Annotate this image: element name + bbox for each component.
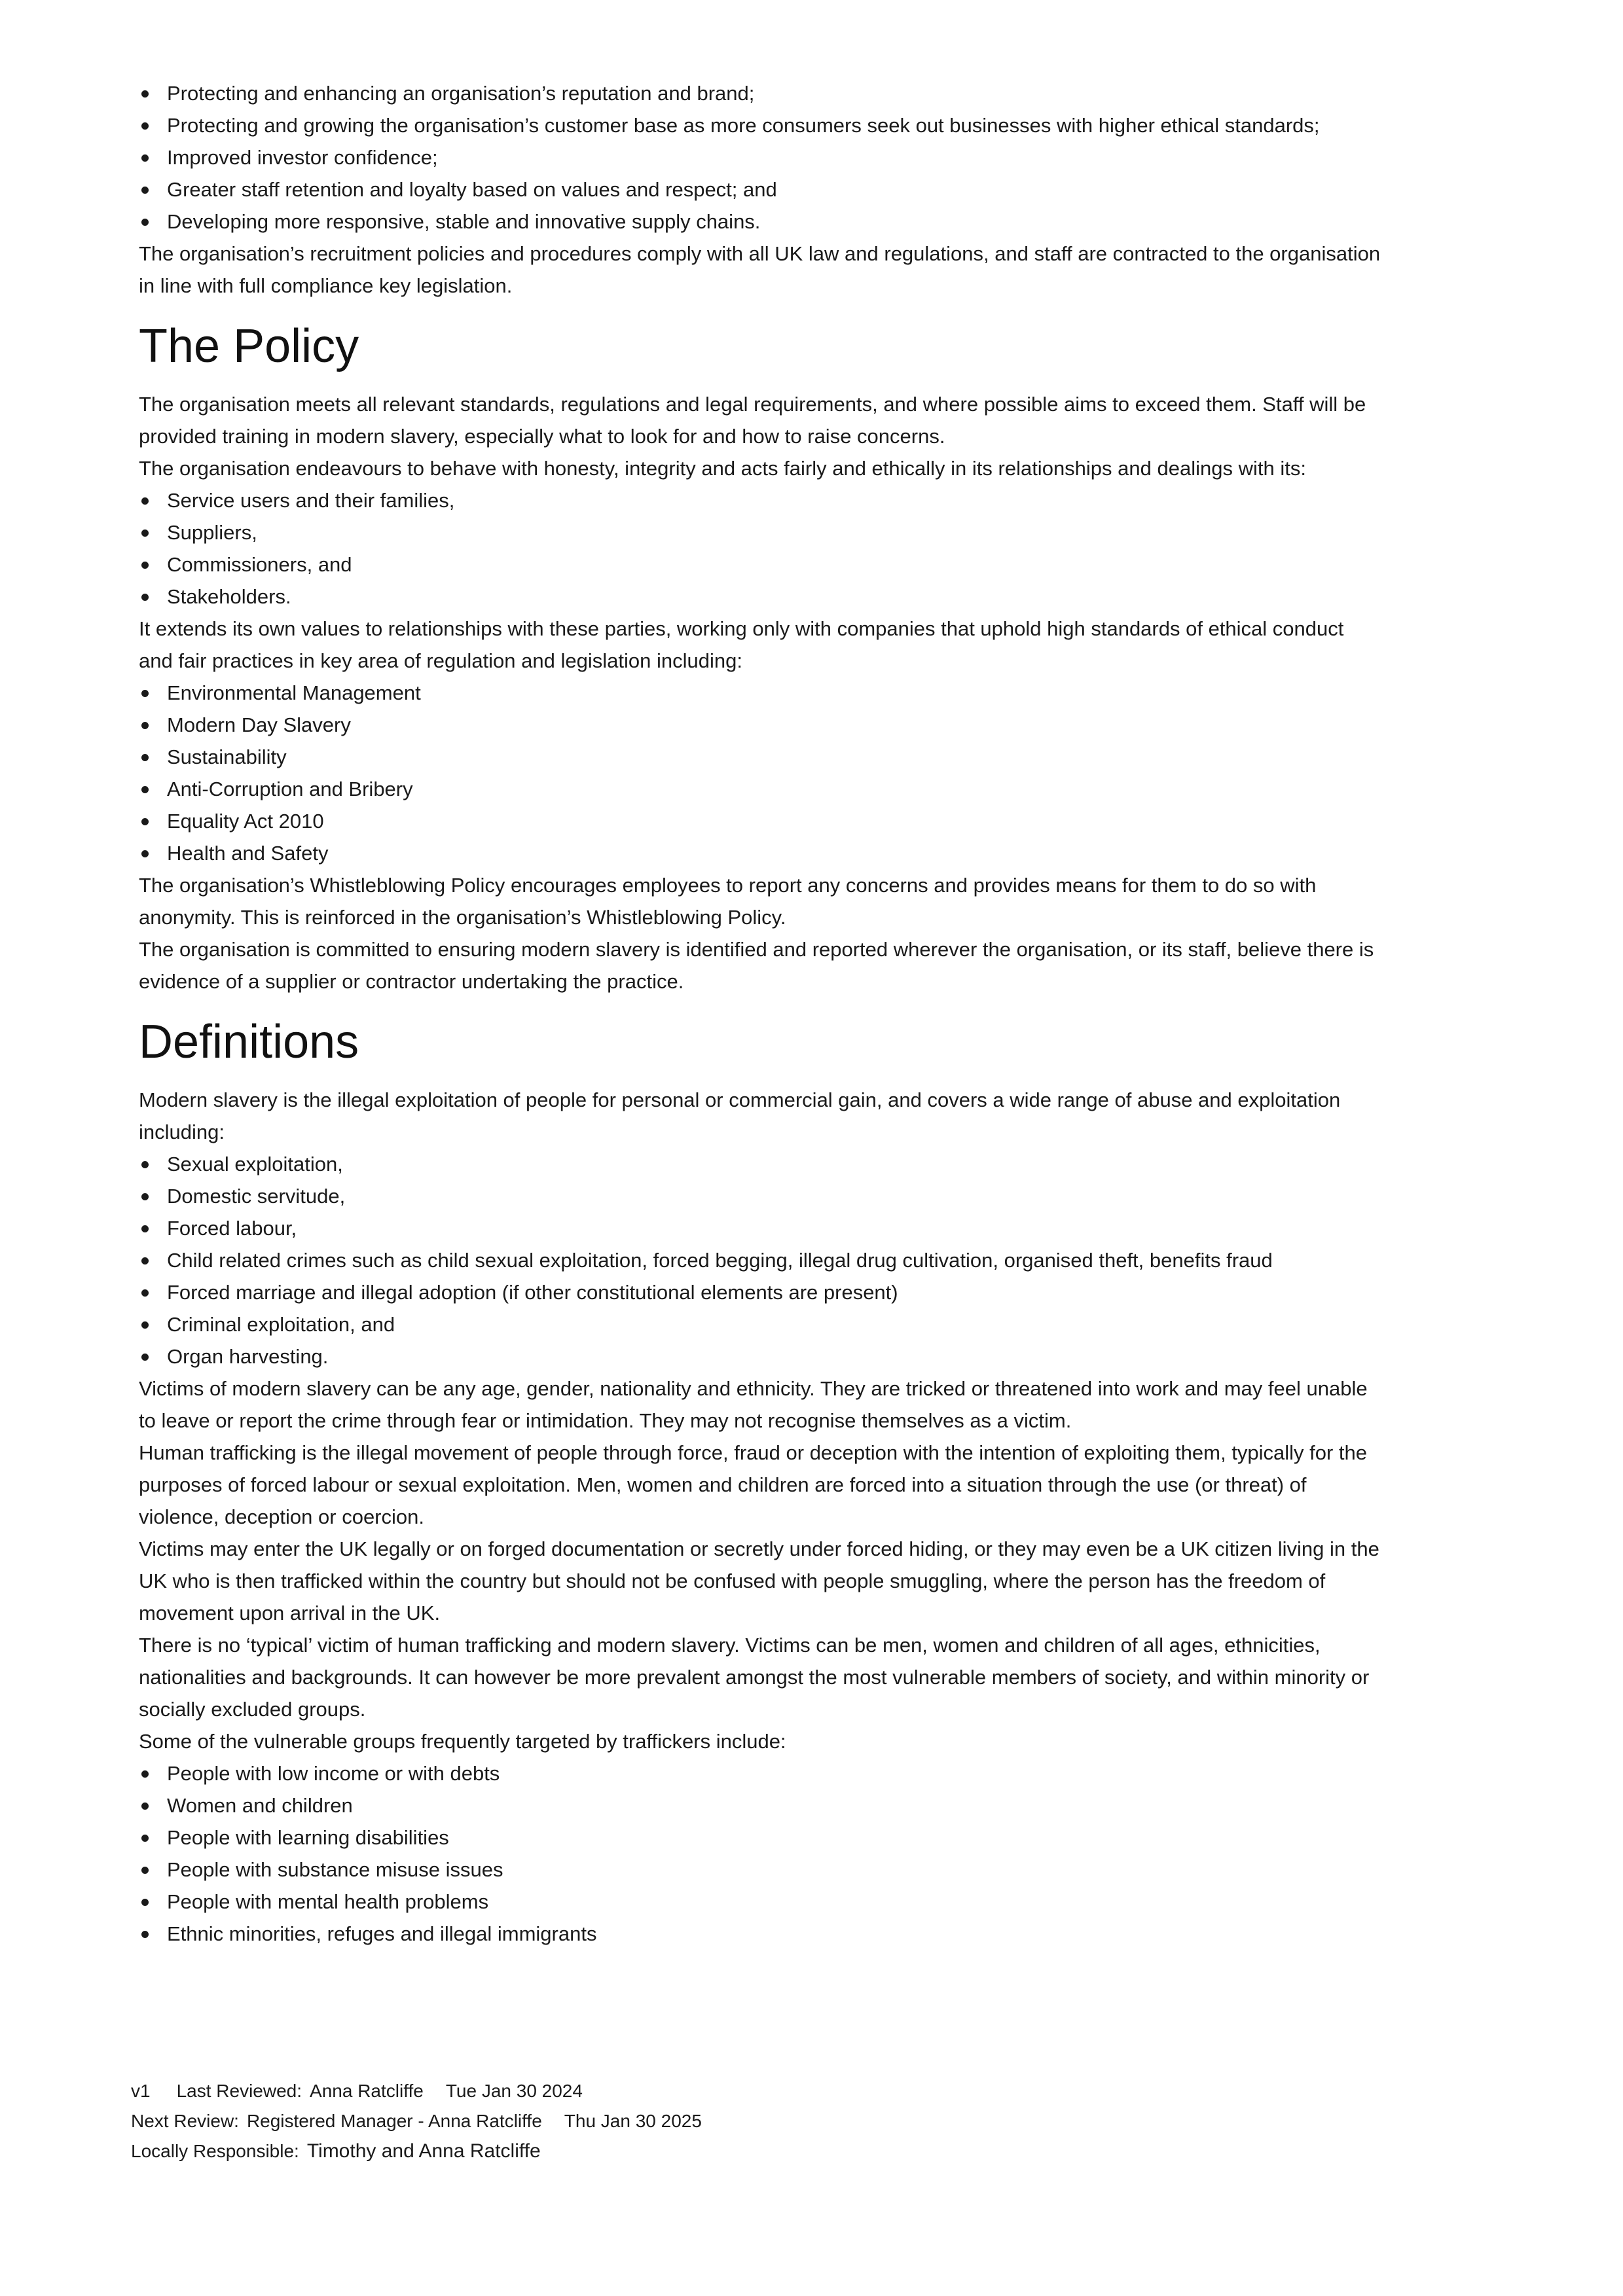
list-item: Suppliers, (139, 516, 1383, 548)
responsible-by: Timothy and Anna Ratcliffe (306, 2140, 541, 2162)
list-item: Service users and their families, (139, 484, 1383, 516)
footer-last-reviewed-row (131, 2076, 702, 2106)
policy-paragraph: The organisation’s Whistleblowing Policy encourages employees to report any concerns and provides means for them to do so with anonymity. This is reinforced in the organisation’s Whistleblowing Policy. (139, 874, 1317, 929)
definitions-paragraph: Modern slavery is the illegal exploitation of people for personal or commercial gain, and covers a wide range of abuse and exploitation including: (139, 1088, 1341, 1143)
list-item: People with substance misuse issues (139, 1854, 1383, 1886)
list-item: Equality Act 2010 (139, 805, 1383, 837)
list-item: Environmental Management (139, 677, 1383, 709)
list-item: Sustainability (139, 741, 1383, 773)
list-item: Domestic servitude, (139, 1180, 1383, 1212)
definitions-paragraph: Some of the vulnerable groups frequently targeted by traffickers include: (139, 1730, 786, 1753)
list-item: Criminal exploitation, and (139, 1308, 1383, 1340)
list-item: Forced labour, (139, 1212, 1383, 1244)
definitions-heading: Definitions (139, 1016, 359, 1068)
benefits-list (139, 77, 1383, 238)
responsible-label: Locally Responsible: (131, 2141, 299, 2161)
policy-paragraph: It extends its own values to relationships with these parties, working only with companies that uphold high standards of ethical conduct and fair practices in key area of regulation and legislation including: (139, 617, 1344, 672)
definitions-paragraph: There is no ‘typical’ victim of human trafficking and modern slavery. Victims can be men, women and children of all ages, ethnicities, nationalities and backgrounds. It can however be more prevalent amongst the most vulnerable members of society, and within minority or socially excluded groups. (139, 1634, 1370, 1721)
next-review-label: Next Review: (131, 2111, 239, 2131)
list-item: Stakeholders. (139, 581, 1383, 613)
next-review-date: Thu Jan 30 2025 (564, 2111, 702, 2131)
vulnerable-groups-list (139, 1757, 1383, 1950)
policy-heading: The Policy (139, 320, 359, 372)
list-item: Women and children (139, 1789, 1383, 1821)
policy-paragraph: The organisation meets all relevant standards, regulations and legal requirements, and where possible aims to exceed them. Staff will be provided training in modern slavery, especially what to look for and how to raise concerns. (139, 393, 1366, 448)
last-reviewed-by: Anna Ratcliffe (310, 2081, 424, 2101)
list-item: Greater staff retention and loyalty based on values and respect; and (139, 173, 1383, 206)
last-reviewed-label: Last Reviewed: (176, 2081, 302, 2101)
list-item: People with low income or with debts (139, 1757, 1383, 1789)
list-item: Developing more responsive, stable and innovative supply chains. (139, 206, 1383, 238)
policy-paragraph: The organisation is committed to ensuring modern slavery is identified and reported wherever the organisation, or its staff, believe there is evidence of a supplier or contractor undertaking the practice. (139, 938, 1374, 993)
list-item: Protecting and growing the organisation’s customer base as more consumers seek out businesses with higher ethical standards; (139, 109, 1383, 141)
version-label: v1 (131, 2081, 151, 2101)
list-item: Health and Safety (139, 837, 1383, 869)
list-item: Forced marriage and illegal adoption (if other constitutional elements are present) (139, 1276, 1383, 1308)
policy-paragraph: The organisation endeavours to behave with honesty, integrity and acts fairly and ethically in its relationships and dealings with its: (139, 457, 1306, 480)
recruitment-paragraph: The organisation’s recruitment policies and procedures comply with all UK law and regulations, and staff are contracted to the organisation in line with full compliance key legislation. (139, 242, 1381, 297)
document-footer (131, 2076, 702, 2166)
list-item: Modern Day Slavery (139, 709, 1383, 741)
definitions-paragraph: Victims of modern slavery can be any age, gender, nationality and ethnicity. They are tricked or threatened into work and may feel unable to leave or report the crime through fear or intimidation. They may not recognise themselves as a victim. (139, 1377, 1368, 1432)
footer-responsible-row (131, 2136, 702, 2166)
next-review-by: Registered Manager - Anna Ratcliffe (246, 2111, 542, 2131)
list-item: Organ harvesting. (139, 1340, 1383, 1372)
list-item: Anti-Corruption and Bribery (139, 773, 1383, 805)
list-item: Protecting and enhancing an organisation’s reputation and brand; (139, 77, 1383, 109)
list-item: Child related crimes such as child sexual exploitation, forced begging, illegal drug cultivation, organised theft, benefits fraud (139, 1244, 1383, 1276)
definitions-paragraph: Human trafficking is the illegal movement of people through force, fraud or deception with the intention of exploiting them, typically for the purposes of forced labour or sexual exploitation. Men, women and children are forced into a situation through the use (or threat) of violence, deception or coercion. (139, 1441, 1367, 1528)
list-item: Improved investor confidence; (139, 141, 1383, 173)
exploitation-types-list (139, 1148, 1383, 1372)
definitions-paragraph: Victims may enter the UK legally or on forged documentation or secretly under forced hiding, or they may even be a UK citizen living in the UK who is then trafficked within the country but should not be confused with people smuggling, where the person has the freedom of movement upon arrival in the UK. (139, 1537, 1379, 1624)
regulation-areas-list (139, 677, 1383, 869)
list-item: Commissioners, and (139, 548, 1383, 581)
document-body (139, 77, 1383, 1950)
list-item: People with learning disabilities (139, 1821, 1383, 1854)
list-item: Sexual exploitation, (139, 1148, 1383, 1180)
parties-list (139, 484, 1383, 613)
last-reviewed-date: Tue Jan 30 2024 (445, 2081, 583, 2101)
list-item: People with mental health problems (139, 1886, 1383, 1918)
list-item: Ethnic minorities, refuges and illegal immigrants (139, 1918, 1383, 1950)
footer-next-review-row (131, 2106, 702, 2136)
